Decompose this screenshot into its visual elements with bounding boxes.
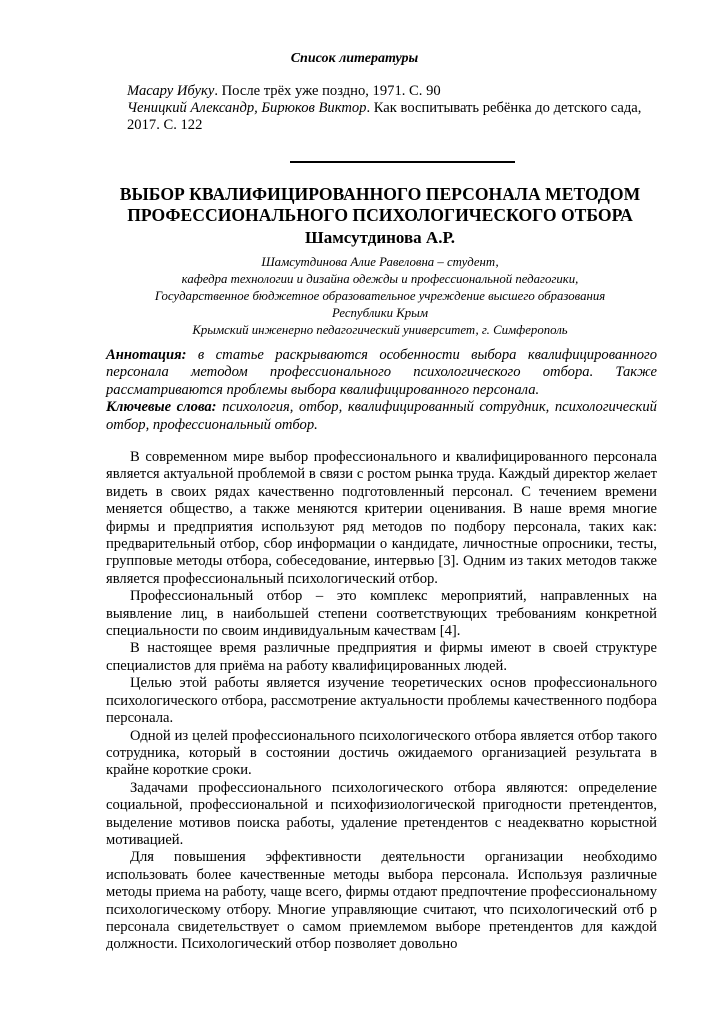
reference-details: . После трёх уже поздно, 1971. С. 90 xyxy=(214,83,441,99)
references-heading: Список литературы xyxy=(290,51,419,66)
keywords-label: Ключевые слова: xyxy=(106,399,217,416)
article-title-line: ВЫБОР КВАЛИФИЦИРОВАННОГО ПЕРСОНАЛА МЕТОДОМ xyxy=(119,184,641,204)
abstract xyxy=(106,347,657,399)
abstract-text: в статье раскрываются особенности выбора квалифицированного персонала методом профессионального психологического отбора. Также рассматриваются проблемы выбора квалифицированного персонала. xyxy=(106,347,657,398)
affiliation-line: кафедра технологии и дизайна одежды и профессиональной педагогики, xyxy=(181,272,579,286)
body-paragraph: Задачами профессионального психологического отбора являются: определение социальной, профессиональной и психофизиологической пригодности претендентов, выделение мотивов поиска работы, удаление претендентов с неадекватно корыстной мотивацией. xyxy=(106,779,657,848)
body-paragraph: В современном мире выбор профессионального и квалифицированного персонала является актуальной проблемой в связи с ростом рынка труда. Каждый директор желает видеть в своих рядах качественно подготовленный персонал. С течением времени меняется общество, а также меняются критерии оценивания. В наше время многие фирмы и предприятия используют ряд методов по подбору персонала, таких как: предварительный отбор, сбор информации о кандидате, личностные опросники, тесты, групповые методы отбора, собеседование, интервью [3]. Одним из таких методов также является профессиональный психологический отбор. xyxy=(106,449,657,587)
affiliation-line: Республики Крым xyxy=(331,306,429,320)
abstract-label: Аннотация: xyxy=(106,347,187,363)
body-paragraph: Профессиональный отбор – это комплекс мероприятий, направленных на выявление лиц, в наибольшей степени соответствующих требованиям конкретной специальности по своим индивидуальным качествам [4]. xyxy=(106,588,657,640)
keywords-text: психология, отбор, квалифицированный сотрудник, психологический отбор, профессиональный отбор. xyxy=(106,399,657,433)
affiliation-line: Шамсутдинова Алие Равеловна – студент, xyxy=(261,255,499,269)
keywords xyxy=(106,399,657,434)
reference-item xyxy=(127,83,662,100)
article-title-line: ПРОФЕССИОНАЛЬНОГО ПСИХОЛОГИЧЕСКОГО ОТБОРА xyxy=(127,205,633,225)
body-paragraph: Целью этой работы является изучение теоретических основ профессионального психологического отбора, рассмотрение актуальности проблемы качественного подбора персонала. xyxy=(106,675,657,727)
body-paragraph: В настоящее время различные предприятия и фирмы имеют в своей структуре специалистов для приёма на работу квалифицированных людей. xyxy=(106,640,657,674)
article-body xyxy=(106,449,657,954)
references-list xyxy=(127,83,662,134)
abstract-block xyxy=(106,347,657,434)
article-author: Шамсутдинова А.Р. xyxy=(305,228,455,247)
section-divider xyxy=(290,161,515,163)
reference-details: . Как воспитывать ребёнка до детского сада, 2017. С. 122 xyxy=(127,100,642,133)
author-affiliation xyxy=(100,254,660,339)
article-title xyxy=(100,184,660,226)
reference-authors: Ченицкий Александр, Бирюков Виктор xyxy=(127,100,367,116)
reference-authors: Масару Ибуку xyxy=(127,83,215,99)
body-paragraph: Одной из целей профессионального психологического отбора является отбор такого сотрудника, который в состоянии достичь ожидаемого организацией результата в крайне короткие сроки. xyxy=(106,727,657,779)
reference-item xyxy=(127,100,662,134)
body-paragraph: Для повышения эффективности деятельности организации необходимо использовать более качественные методы выбора персонала. Используя различные методы приема на работу, чаще всего, фирмы отдают предпочтение профессиональному психологическому отбору. Многие управляющие считают, что психологический отб р персонала свидетельствует о самом приемлемом выборе претендентов для каждой должности. Психологический отбор позволяет довольно xyxy=(106,849,657,953)
affiliation-line: Крымский инженерно педагогический университет, г. Симферополь xyxy=(192,323,568,337)
affiliation-line: Государственное бюджетное образовательное учреждение высшего образования xyxy=(154,289,606,303)
